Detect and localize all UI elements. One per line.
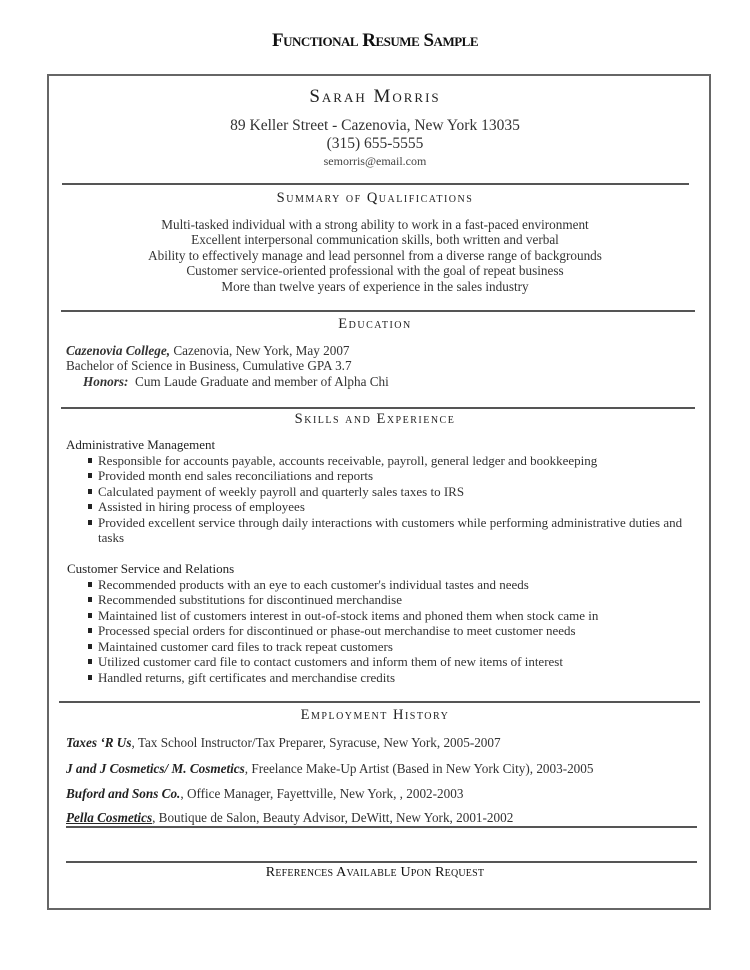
job-details: , Office Manager, Fayettville, New York, , 2002-2003 — [180, 786, 464, 801]
bullet-icon — [88, 582, 92, 587]
section-heading-education: Education — [338, 316, 412, 332]
bullet-icon — [88, 628, 92, 633]
section-heading-summary: Summary of Qualifications — [276, 190, 474, 206]
divider — [59, 701, 700, 703]
skill-item: Recommended substitutions for discontinued merchandise — [98, 592, 707, 608]
summary-line: More than twelve years of experience in the sales industry — [221, 278, 529, 294]
education-block — [66, 343, 389, 389]
divider — [66, 826, 697, 828]
skills-list — [66, 453, 706, 546]
summary-line: Customer service-oriented professional with the goal of repeat business — [186, 263, 564, 279]
skill-item: Assisted in hiring process of employees — [98, 499, 706, 515]
bullet-icon — [88, 644, 92, 649]
bullet-icon — [88, 489, 92, 494]
divider — [61, 310, 695, 312]
document-title: Functional Resume Sample — [271, 30, 479, 51]
summary-line: Excellent interpersonal communication skills, both written and verbal — [191, 232, 559, 248]
skill-item: Maintained customer card files to track repeat customers — [98, 639, 707, 655]
school-name: Cazenovia College, — [66, 343, 171, 358]
job-details: , Boutique de Salon, Beauty Advisor, DeWitt, New York, 2001-2002 — [152, 810, 514, 825]
honors-label: Honors: — [83, 373, 129, 389]
job-details: , Freelance Make-Up Artist (Based in New York City), 2003-2005 — [244, 761, 594, 776]
employer-name: J and J Cosmetics/ M. Cosmetics — [66, 761, 245, 776]
skills-list — [67, 577, 707, 686]
candidate-phone: (315) 655-5555 — [326, 135, 424, 152]
education-degree: Bachelor of Science in Business, Cumulative GPA 3.7 — [66, 358, 352, 374]
bullet-icon — [88, 613, 92, 618]
bullet-icon — [88, 504, 92, 509]
summary-list — [0, 217, 750, 294]
bullet-icon — [88, 675, 92, 680]
candidate-name: Sarah Morris — [309, 86, 441, 107]
employer-name: Pella Cosmetics — [66, 810, 153, 825]
candidate-email: semorris@email.com — [323, 154, 427, 168]
bullet-icon — [88, 659, 92, 664]
divider — [61, 407, 695, 409]
skill-item: Processed special orders for discontinued or phase-out merchandise to meet customer needs — [98, 623, 707, 639]
skills-category-title: Administrative Management — [66, 437, 216, 452]
education-honors-line — [66, 374, 389, 389]
divider — [62, 183, 689, 185]
employment-entry — [66, 810, 513, 826]
bullet-icon — [88, 597, 92, 602]
skills-category — [67, 561, 707, 685]
summary-line: Ability to effectively manage and lead personnel from a diverse range of backgrounds — [148, 247, 602, 263]
summary-line: Multi-tasked individual with a strong ability to work in a fast-paced environment — [161, 217, 589, 232]
employer-name: Buford and Sons Co. — [66, 786, 181, 801]
divider — [66, 861, 697, 863]
skills-category-title: Customer Service and Relations — [67, 561, 235, 576]
skills-category — [66, 437, 706, 546]
section-heading-employment: Employment History — [300, 707, 450, 723]
skill-item: Provided excellent service through daily interactions with customers while performing administrative duties and tasks — [98, 515, 706, 546]
skill-item: Recommended products with an eye to each customer's individual tastes and needs — [98, 577, 707, 593]
skill-item: Calculated payment of weekly payroll and quarterly sales taxes to IRS — [98, 484, 706, 500]
employment-entry — [66, 786, 463, 802]
job-details: , Tax School Instructor/Tax Preparer, Syracuse, New York, 2005-2007 — [131, 735, 501, 750]
bullet-icon — [88, 473, 92, 478]
skill-item: Utilized customer card file to contact customers and inform them of new items of interest — [98, 654, 707, 670]
honors-text: Cum Laude Graduate and member of Alpha Chi — [128, 373, 389, 389]
skill-item: Responsible for accounts payable, accounts receivable, payroll, general ledger and bookkeeping — [98, 453, 706, 469]
employer-name: Taxes ‘R Us — [66, 735, 132, 750]
skill-item: Provided month end sales reconciliations and reports — [98, 468, 706, 484]
references-note: References Available Upon Request — [265, 865, 485, 880]
school-details: Cazenovia, New York, May 2007 — [170, 343, 350, 358]
bullet-icon — [88, 458, 92, 463]
employment-entry — [66, 761, 593, 777]
employment-entry — [66, 735, 501, 751]
candidate-address: 89 Keller Street - Cazenovia, New York 13035 — [230, 117, 520, 134]
skill-item: Maintained list of customers interest in out-of-stock items and phoned them when stock came in — [98, 608, 707, 624]
bullet-icon — [88, 520, 92, 525]
education-school-line — [66, 343, 389, 358]
section-heading-skills: Skills and Experience — [294, 411, 456, 427]
skill-item: Handled returns, gift certificates and merchandise credits — [98, 670, 707, 686]
